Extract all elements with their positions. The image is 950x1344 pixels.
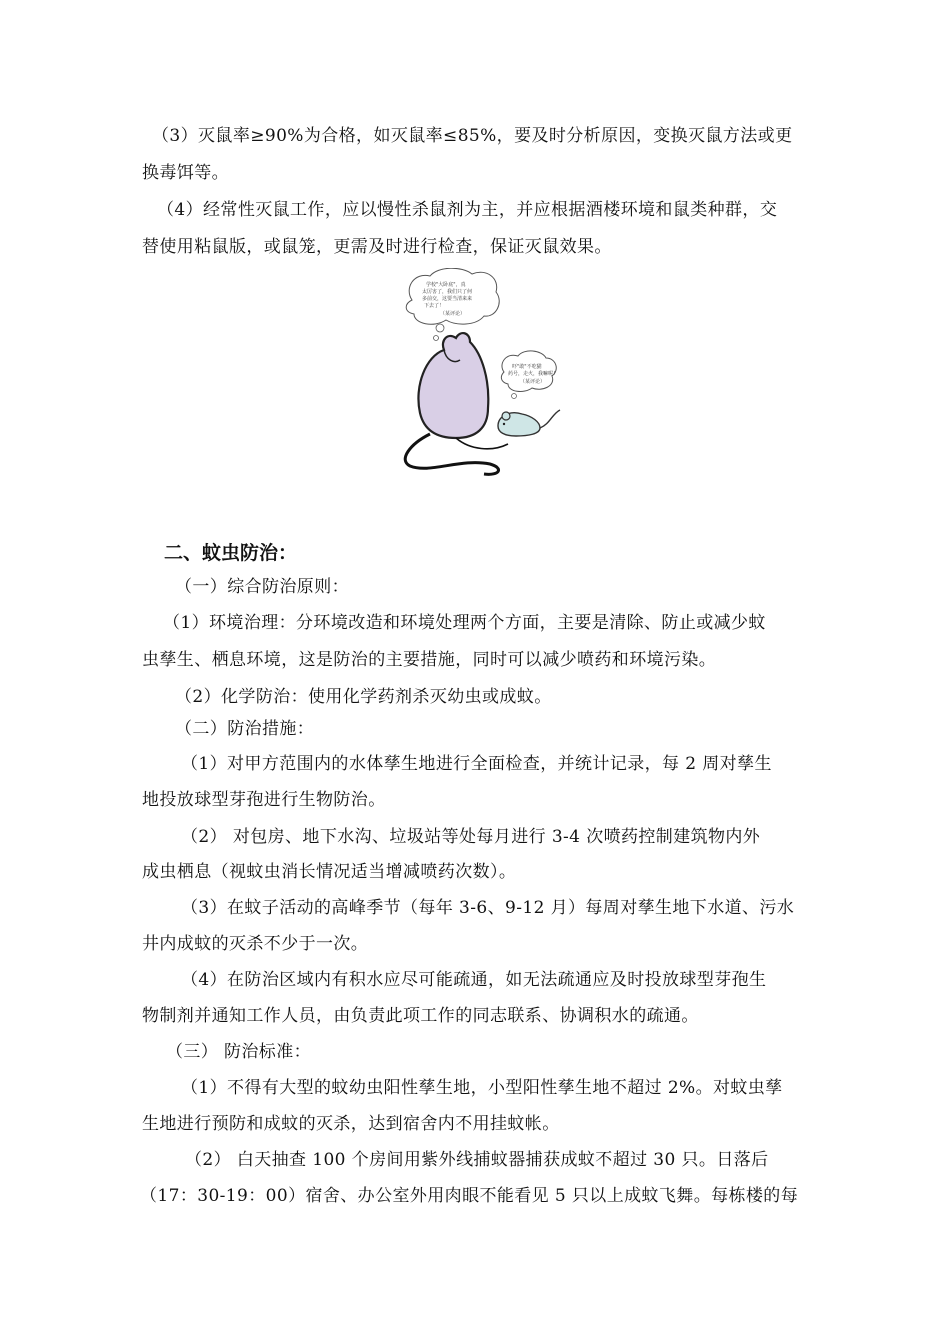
mosquito-line-9: 成虫栖息（视蚊虫消长情况适当增减喷药次数）。 (142, 862, 517, 882)
mosquito-line-4: （2）化学防治：使用化学药剂杀灭幼虫或成蚊。 (175, 687, 552, 707)
svg-text:太厉害了，我们只了何: 太厉害了，我们只了何 (422, 289, 473, 295)
svg-text:药号，走火，我嘛呢！: 药号，走火，我嘛呢！ (508, 371, 559, 377)
svg-text:吓"敢"不吃猫: 吓"敢"不吃猫 (512, 364, 542, 370)
mosquito-line-11: 井内成蚊的灭杀不少于一次。 (142, 934, 369, 954)
mosquito-line-18: （17：30-19：00）宿舍、办公室外用肉眼不能看见 5 只以上成蚊飞舞。每栋楼的每 (140, 1186, 799, 1206)
rat-line-4: 替使用粘鼠版，或鼠笼，更需及时进行检查，保证灭鼠效果。 (142, 237, 612, 257)
mosquito-line-16: 生地进行预防和成蚊的灭杀，达到宿舍内不用挂蚊帐。 (142, 1114, 560, 1134)
svg-text:学校"大卧底"，真: 学校"大卧底"，真 (426, 282, 466, 288)
mosquito-line-2: （1）环境治理：分环境改造和环境处理两个方面，主要是清除、防止或减少蚊 (163, 613, 766, 633)
mosquito-line-7: 地投放球型芽孢进行生物防治。 (142, 790, 386, 810)
svg-text:多前交，这要当清来来: 多前交，这要当清来来 (422, 296, 473, 302)
mosquito-line-3: 虫孳生、栖息环境，这是防治的主要措施，同时可以减少喷药和环境污染。 (142, 650, 717, 670)
section-heading-mosquito: 二、蚊虫防治： (164, 542, 298, 564)
mouse-illustration (400, 268, 565, 478)
mosquito-line-14: （三） 防治标准： (166, 1042, 312, 1062)
rat-line-1: （3）灭鼠率≥90%为合格，如灭鼠率≤85%，要及时分析原因，变换灭鼠方法或更 (152, 126, 793, 146)
mosquito-line-8: （2） 对包房、地下水沟、垃圾站等处每月进行 3-4 次喷药控制建筑物内外 (181, 827, 761, 847)
mosquito-line-15: （1）不得有大型的蚊幼虫阳性孳生地，小型阳性孳生地不超过 2%。对蚊虫孳 (181, 1078, 783, 1098)
rat-line-3: （4）经常性灭鼠工作，应以慢性杀鼠剂为主，并应根据酒楼环境和鼠类种群，交 (157, 200, 778, 220)
svg-text:（某评论）: （某评论） (440, 311, 466, 317)
mosquito-line-1: （一）综合防治原则： (175, 577, 349, 597)
svg-text:（某评论）: （某评论） (520, 379, 546, 385)
mosquito-line-10: （3）在蚊子活动的高峰季节（每年 3-6、9-12 月）每周对孳生地下水道、污水 (181, 898, 795, 918)
mosquito-line-13: 物制剂并通知工作人员，由负责此项工作的同志联系、协调积水的疏通。 (142, 1006, 699, 1026)
mosquito-line-5: （二）防治措施： (175, 719, 315, 739)
svg-text:下去了！: 下去了！ (424, 303, 445, 309)
mosquito-line-17: （2） 白天抽查 100 个房间用紫外线捕蚊器捕获成蚊不超过 30 只。日落后 (185, 1150, 769, 1170)
rat-line-2: 换毒饵等。 (142, 163, 229, 183)
mosquito-line-6: （1）对甲方范围内的水体孳生地进行全面检查，并统计记录，每 2 周对孳生 (181, 754, 772, 774)
mosquito-line-12: （4）在防治区域内有积水应尽可能疏通，如无法疏通应及时投放球型芽孢生 (181, 970, 767, 990)
